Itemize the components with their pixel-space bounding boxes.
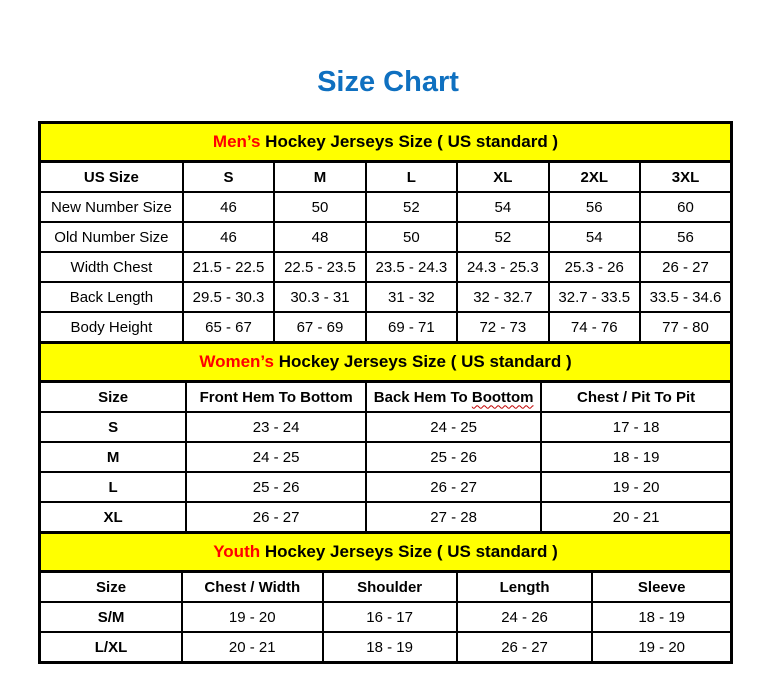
youth-header-row: [40, 572, 732, 603]
table-cell: 32.7 - 33.5: [549, 282, 640, 312]
women-column-header: Size: [40, 382, 187, 413]
men-size-table: [38, 121, 733, 344]
table-cell: 52: [366, 192, 457, 222]
table-cell: 72 - 73: [457, 312, 548, 343]
table-cell: New Number Size: [40, 192, 183, 222]
table-cell: 46: [183, 222, 274, 252]
women-header-row: [40, 382, 732, 413]
women-banner: [40, 343, 732, 382]
women-table-row: [40, 442, 732, 472]
youth-banner-row: [40, 533, 732, 572]
youth-column-header: Length: [457, 572, 593, 603]
men-column-header: M: [274, 162, 365, 193]
men-column-header: US Size: [40, 162, 183, 193]
table-cell: Old Number Size: [40, 222, 183, 252]
table-cell: 65 - 67: [183, 312, 274, 343]
table-cell: 25 - 26: [366, 442, 541, 472]
table-cell: 23.5 - 24.3: [366, 252, 457, 282]
table-cell: 32 - 32.7: [457, 282, 548, 312]
youth-column-header: Shoulder: [323, 572, 457, 603]
table-cell: 19 - 20: [182, 602, 322, 632]
table-cell: S/M: [40, 602, 183, 632]
table-cell: 30.3 - 31: [274, 282, 365, 312]
women-column-header: Front Hem To Bottom: [186, 382, 366, 413]
men-column-header: XL: [457, 162, 548, 193]
women-column-header: Back Hem To Boottom: [366, 382, 541, 413]
table-cell: 19 - 20: [592, 632, 731, 663]
youth-table-row: [40, 602, 732, 632]
youth-banner: [40, 533, 732, 572]
table-cell: 22.5 - 23.5: [274, 252, 365, 282]
table-cell: 18 - 19: [323, 632, 457, 663]
youth-banner-highlight: Youth: [213, 542, 261, 561]
men-column-header: 2XL: [549, 162, 640, 193]
table-cell: 24 - 25: [186, 442, 366, 472]
women-banner-highlight: Women’s: [199, 352, 274, 371]
table-cell: 74 - 76: [549, 312, 640, 343]
table-cell: 26 - 27: [640, 252, 732, 282]
table-cell: 26 - 27: [186, 502, 366, 533]
men-column-header: S: [183, 162, 274, 193]
table-cell: 18 - 19: [541, 442, 731, 472]
table-cell: L/XL: [40, 632, 183, 663]
table-cell: 56: [549, 192, 640, 222]
table-cell: 17 - 18: [541, 412, 731, 442]
men-table-row: [40, 282, 732, 312]
table-cell: 20 - 21: [182, 632, 322, 663]
table-cell: 24 - 26: [457, 602, 593, 632]
men-table-row: [40, 312, 732, 343]
youth-column-header: Sleeve: [592, 572, 731, 603]
table-cell: 50: [366, 222, 457, 252]
men-column-header: L: [366, 162, 457, 193]
table-cell: 25.3 - 26: [549, 252, 640, 282]
men-banner-row: [40, 123, 732, 162]
table-cell: Body Height: [40, 312, 183, 343]
table-cell: 54: [457, 192, 548, 222]
youth-banner-text: Hockey Jerseys Size ( US standard ): [260, 542, 558, 561]
table-cell: 16 - 17: [323, 602, 457, 632]
table-cell: 33.5 - 34.6: [640, 282, 732, 312]
table-cell: 50: [274, 192, 365, 222]
youth-column-header: Chest / Width: [182, 572, 322, 603]
women-banner-text: Hockey Jerseys Size ( US standard ): [273, 352, 572, 371]
youth-size-table: [38, 531, 733, 664]
women-table-row: [40, 502, 732, 533]
misspelled-word: Boottom: [471, 388, 534, 406]
table-cell: 54: [549, 222, 640, 252]
men-table-row: [40, 192, 732, 222]
youth-table-row: [40, 632, 732, 663]
table-cell: 31 - 32: [366, 282, 457, 312]
table-cell: 26 - 27: [457, 632, 593, 663]
table-cell: 23 - 24: [186, 412, 366, 442]
table-cell: 27 - 28: [366, 502, 541, 533]
youth-column-header: Size: [40, 572, 183, 603]
table-cell: 26 - 27: [366, 472, 541, 502]
table-cell: Width Chest: [40, 252, 183, 282]
table-cell: 19 - 20: [541, 472, 731, 502]
table-cell: 77 - 80: [640, 312, 732, 343]
table-cell: 29.5 - 30.3: [183, 282, 274, 312]
women-banner-row: [40, 343, 732, 382]
men-table-row: [40, 252, 732, 282]
table-cell: M: [40, 442, 187, 472]
table-cell: 20 - 21: [541, 502, 731, 533]
women-table-row: [40, 412, 732, 442]
table-cell: 24 - 25: [366, 412, 541, 442]
table-cell: 21.5 - 22.5: [183, 252, 274, 282]
table-cell: L: [40, 472, 187, 502]
table-cell: XL: [40, 502, 187, 533]
women-column-header: Chest / Pit To Pit: [541, 382, 731, 413]
women-table-row: [40, 472, 732, 502]
table-cell: 48: [274, 222, 365, 252]
table-cell: 18 - 19: [592, 602, 731, 632]
page-title: Size Chart: [317, 66, 459, 98]
men-table-row: [40, 222, 732, 252]
table-cell: 25 - 26: [186, 472, 366, 502]
men-banner: [40, 123, 732, 162]
men-header-row: [40, 162, 732, 193]
table-cell: S: [40, 412, 187, 442]
men-banner-highlight: Men’s: [212, 132, 261, 151]
size-tables: [38, 121, 733, 664]
table-cell: 60: [640, 192, 732, 222]
women-size-table: [38, 341, 733, 534]
table-cell: 46: [183, 192, 274, 222]
table-cell: 24.3 - 25.3: [457, 252, 548, 282]
table-cell: Back Length: [40, 282, 183, 312]
table-cell: 56: [640, 222, 732, 252]
table-cell: 52: [457, 222, 548, 252]
table-cell: 67 - 69: [274, 312, 365, 343]
men-column-header: 3XL: [640, 162, 732, 193]
men-banner-text: Hockey Jerseys Size ( US standard ): [260, 132, 559, 151]
table-cell: 69 - 71: [366, 312, 457, 343]
